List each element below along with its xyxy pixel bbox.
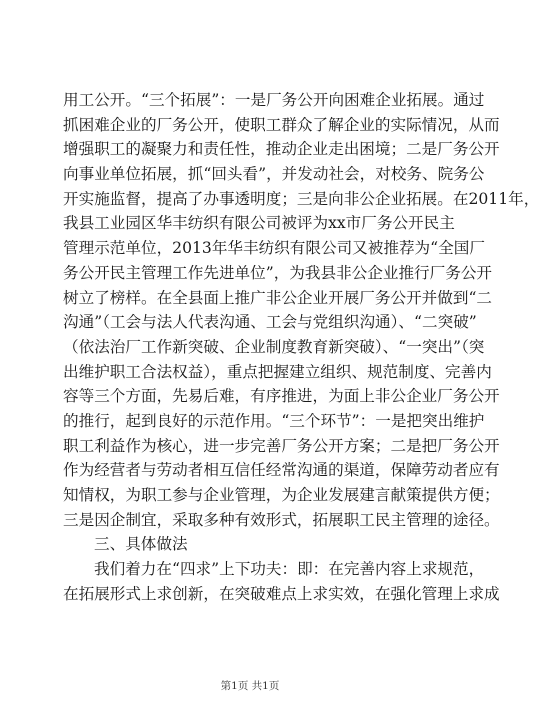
- paragraph-line: （依法治厂工作新突破、企业制度教育新突破）、“一突出”（突: [63, 337, 485, 356]
- paragraph-line: 三是因企制宜，采取多种有效形式，拓展职工民主管理的途径。: [63, 510, 500, 529]
- paragraph-line: 作为经营者与劳动者相互信任经常沟通的渠道，保障劳动者应有: [63, 461, 500, 480]
- paragraph-line: 用工公开。“三个拓展”：一是厂务公开向困难企业拓展。通过: [63, 91, 485, 109]
- paragraph-line: 容等三个方面，先易后难，有序推进，为面上非公企业厂务公开: [63, 387, 500, 406]
- paragraph-line: 向事业单位拓展，抓“回头看”，并发动社会，对校务、院务公: [63, 165, 485, 184]
- section-heading: 三、具体做法: [94, 535, 188, 554]
- paragraph-line: 务公开民主管理工作先进单位”，为我县非公企业推行厂务公开: [63, 263, 493, 282]
- paragraph-line: 抓困难企业的厂务公开，使职工群众了解企业的实际情况，从而: [63, 115, 500, 134]
- paragraph-line: 的推行，起到良好的示范作用。“三个环节”：一是把突出维护: [63, 411, 485, 430]
- paragraph-line: 管理示范单位，2013年华丰纺织有限公司又被推荐为“全国厂: [63, 239, 485, 258]
- paragraph-line: 树立了榜样。在全县面上推广非公企业开展厂务公开并做到“二: [63, 288, 493, 307]
- paragraph-line: 职工利益作为核心，进一步完善厂务公开方案；二是把厂务公开: [63, 436, 500, 455]
- paragraph-line: 出维护职工合法权益），重点把握建立组织、规范制度、完善内: [63, 362, 492, 381]
- paragraph-line: 在拓展形式上求创新，在突破难点上求实效，在强化管理上求成: [63, 584, 500, 603]
- paragraph-line: 增强职工的凝聚力和责任性，推动企业走出困境；二是厂务公开: [63, 140, 500, 159]
- paragraph-line: 沟通”（工会与法人代表沟通、工会与党组织沟通）、“二突破”: [63, 313, 477, 332]
- body-text: [63, 88, 539, 606]
- paragraph-line: 我县工业园区华丰纺织有限公司被评为xx市厂务公开民主: [63, 214, 455, 233]
- paragraph-line: 开实施监督，提高了办事透明度；三是向非公企业拓展。在2011年，: [63, 189, 539, 208]
- paragraph-line: 我们着力在“四求”上下功夫：即：在完善内容上求规范，: [94, 560, 485, 579]
- page-footer: 第1页 共1页: [220, 680, 280, 692]
- paragraph-line: 知情权，为职工参与企业管理，为企业发展建言献策提供方便；: [63, 486, 500, 504]
